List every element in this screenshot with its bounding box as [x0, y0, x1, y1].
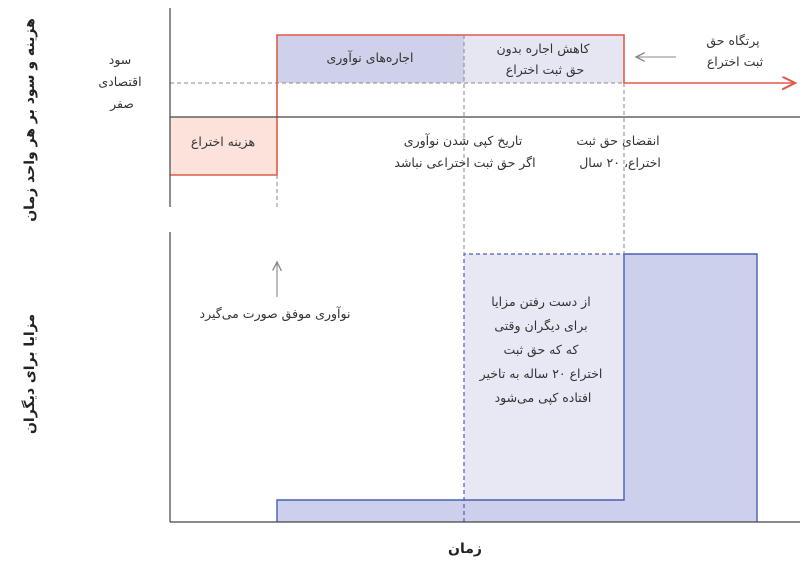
y-axis-top-label: هزینه و سود بر هر واحد زمان [22, 18, 38, 222]
lost-benefits-label: از دست رفتن مزایا برای دیگران وقتی که که حق ثبت اختراع ۲۰ ساله به تاخیر افتاده کپی می‌شود [479, 294, 603, 405]
innovation-rents-label: اجاره‌های نوآوری [326, 50, 414, 65]
patent-race-label: پرتگاه حق ثبت اختراع [706, 33, 764, 69]
patent-expiry-label: انقضای حق ثبت اختراع، ۲۰ سال [576, 133, 661, 170]
invention-cost-label: هزینه اختراع [190, 134, 256, 149]
zero-profit-label: سود اقتصادی صفر [98, 52, 142, 111]
benefit-base-area [277, 500, 624, 522]
y-axis-bottom-label: مزایا برای دیگران [22, 313, 38, 435]
copy-date-label: تاریخ کپی شدن نوآوری اگر حق ثبت اختراعی نباشد [394, 133, 536, 170]
reduced-rents-label: کاهش اجاره بدون حق ثبت اختراع [496, 41, 590, 77]
benefit-high-area [624, 254, 757, 522]
innovation-success-label: نوآوری موفق صورت می‌گیرد [199, 306, 351, 321]
x-axis-label: زمان [448, 541, 482, 557]
